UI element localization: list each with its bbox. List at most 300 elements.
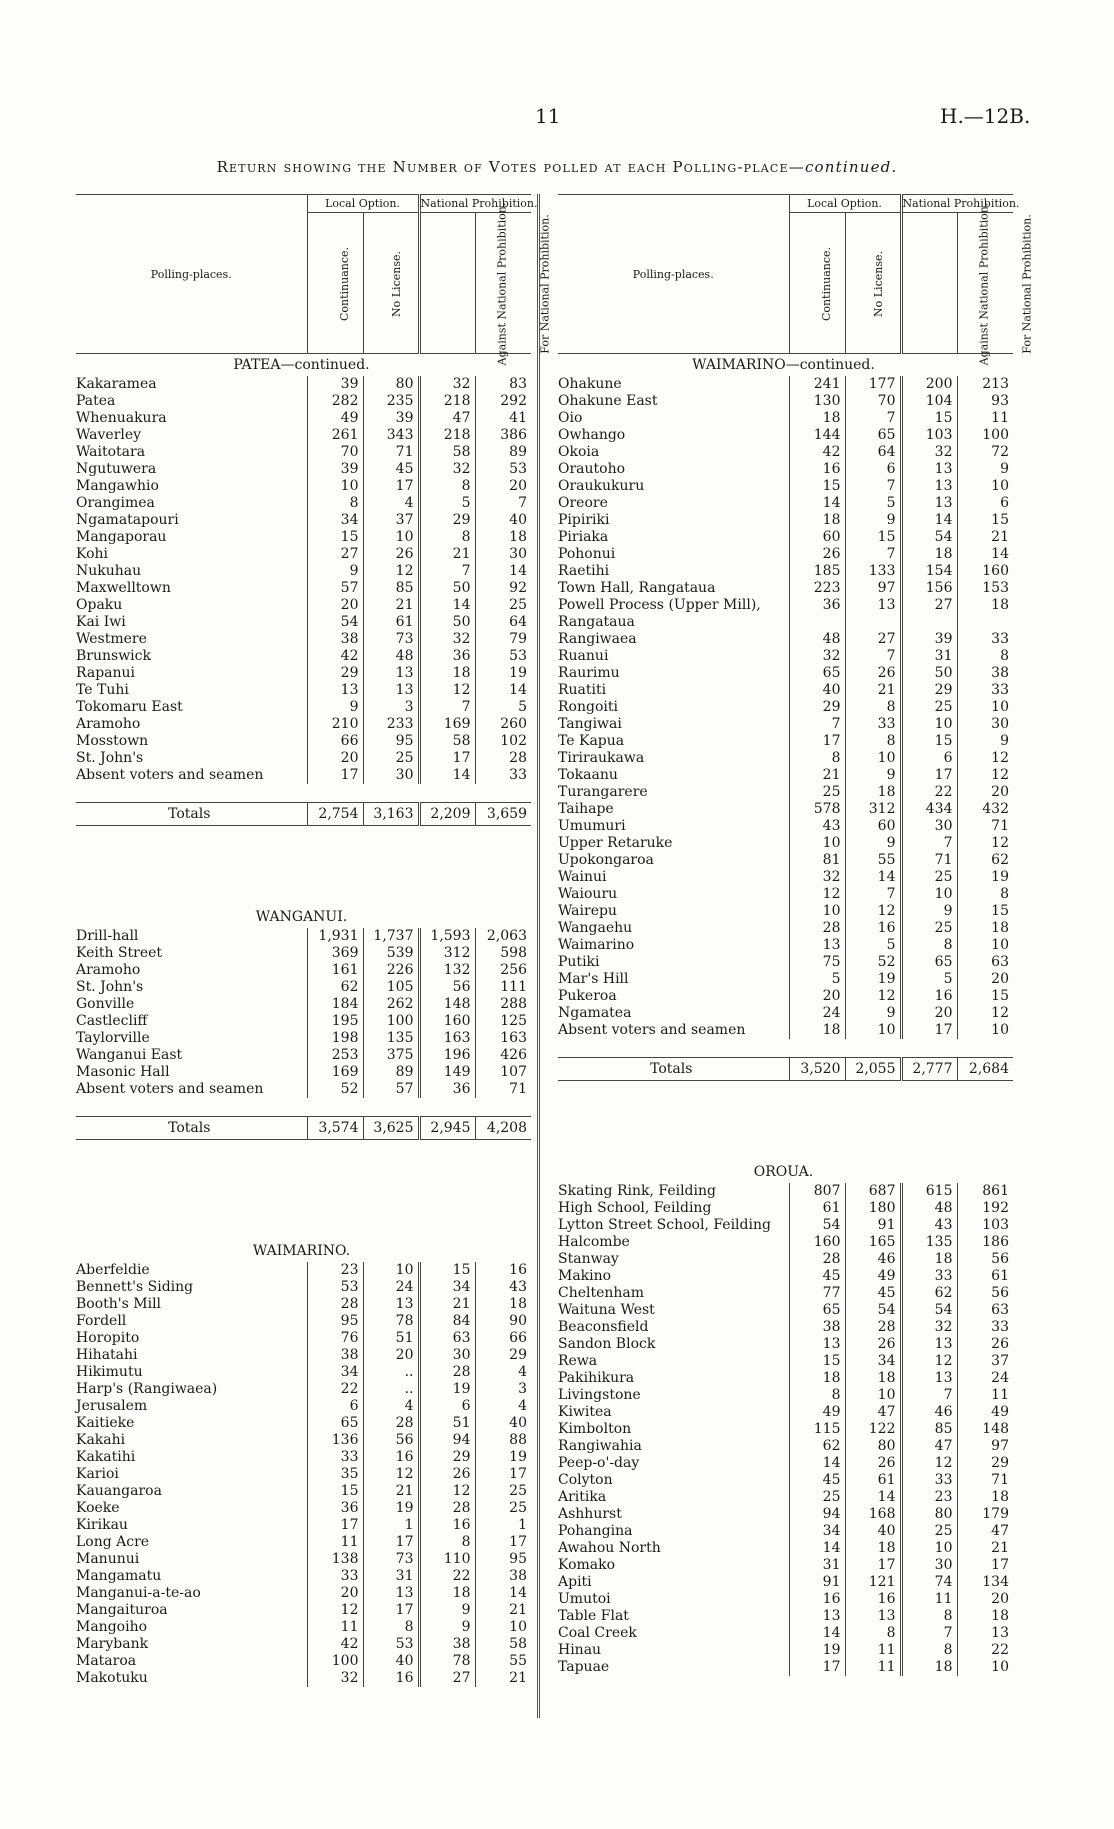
polling-place-name: Maxwelltown (76, 580, 171, 596)
polling-place-name: Whenuakura (76, 410, 167, 426)
continuance-value: 14 (789, 1540, 845, 1557)
polling-place-name: Manunui (76, 1551, 140, 1567)
no-license-value: 17 (363, 478, 419, 495)
table-row (76, 1619, 531, 1636)
against-np-value: 32 (901, 444, 957, 461)
for-np-value: 9 (957, 461, 1013, 478)
against-np-value: 103 (901, 427, 957, 444)
polling-place-name: Table Flat (558, 1608, 629, 1624)
for-np-value: 21 (957, 529, 1013, 546)
against-np-header: Against National Prohibition. (976, 202, 990, 365)
table-row (558, 682, 1013, 699)
no-license-value: 5 (845, 495, 901, 512)
against-np-value: 163 (419, 1030, 475, 1047)
against-np-value: 16 (419, 1517, 475, 1534)
continuance-value: 13 (307, 682, 363, 699)
table-row (558, 1319, 1013, 1336)
no-license-value: 12 (363, 1466, 419, 1483)
table-row (558, 869, 1013, 886)
right-table (558, 194, 1034, 1676)
continuance-value: 18 (789, 1370, 845, 1387)
no-license-value: 13 (363, 665, 419, 682)
against-np-value: 9 (901, 903, 957, 920)
polling-place-name: Kiwitea (558, 1404, 612, 1420)
polling-place-name: Aberfeldie (76, 1262, 150, 1278)
continuance-value: 62 (307, 979, 363, 996)
section-title-waimarino-continued: WAIMARINO—continued. (692, 357, 875, 373)
against-np-value: 30 (419, 1347, 475, 1364)
no-license-value: 21 (363, 597, 419, 614)
for-np-value: 37 (957, 1353, 1013, 1370)
polling-place-name: Mataroa (76, 1653, 137, 1669)
continuance-header: Continuance. (819, 246, 833, 321)
no-license-value: 40 (363, 1653, 419, 1670)
no-license-value: 80 (363, 376, 419, 393)
polling-place-name: Waiouru (558, 886, 618, 902)
no-license-value: 52 (845, 954, 901, 971)
no-license-value: 13 (363, 1585, 419, 1602)
polling-place-name: Ruanui (558, 648, 609, 664)
against-np-value: 63 (419, 1330, 475, 1347)
no-license-value: 78 (363, 1313, 419, 1330)
table-row (76, 563, 531, 580)
against-np-value: 56 (419, 979, 475, 996)
against-np-value: 28 (419, 1500, 475, 1517)
continuance-value: 22 (307, 1381, 363, 1398)
continuance-value: 115 (789, 1421, 845, 1438)
for-np-value: 95 (475, 1551, 531, 1568)
continuance-value: 26 (789, 546, 845, 563)
against-np-value: 218 (419, 393, 475, 410)
no-license-value: 73 (363, 631, 419, 648)
polling-places-header: Polling-places. (76, 195, 307, 354)
for-np-value: 11 (957, 410, 1013, 427)
no-license-value: 95 (363, 733, 419, 750)
no-license-value: 9 (845, 767, 901, 784)
for-np-value: 10 (957, 699, 1013, 716)
against-np-value: 23 (901, 1489, 957, 1506)
polling-place-name: Ruatiti (558, 682, 607, 698)
polling-place-name: Mangoiho (76, 1619, 148, 1635)
no-license-value: 10 (845, 750, 901, 767)
continuance-value: 195 (307, 1013, 363, 1030)
table-row (558, 886, 1013, 903)
for-np-value: 160 (957, 563, 1013, 580)
against-np-value: 74 (901, 1574, 957, 1591)
polling-place-name: Marybank (76, 1636, 149, 1652)
against-np-value: 11 (901, 1591, 957, 1608)
against-np-value: 84 (419, 1313, 475, 1330)
against-np-value: 20 (901, 1005, 957, 1022)
for-np-value: 426 (475, 1047, 531, 1064)
table-row (558, 988, 1013, 1005)
no-license-value: 91 (845, 1217, 901, 1234)
polling-place-name: Kirikau (76, 1517, 128, 1533)
against-np-value: 25 (901, 920, 957, 937)
polling-place-name: Mangawhio (76, 478, 159, 494)
against-np-value: 14 (419, 597, 475, 614)
continuance-value: 29 (307, 665, 363, 682)
against-np-value: 200 (901, 376, 957, 393)
for-np-value: 71 (957, 818, 1013, 835)
for-np-value: 861 (957, 1183, 1013, 1200)
continuance-value: 15 (789, 1353, 845, 1370)
table-row (558, 954, 1013, 971)
for-np-value: 63 (957, 1302, 1013, 1319)
no-license-value: 65 (845, 427, 901, 444)
for-np-value: 1 (475, 1517, 531, 1534)
no-license-value: 14 (845, 869, 901, 886)
for-np-value: 179 (957, 1506, 1013, 1523)
polling-place-name: Peep-o'-day (558, 1455, 640, 1471)
table-row (76, 1602, 531, 1619)
for-np-value: 288 (475, 996, 531, 1013)
against-np-value: 71 (901, 852, 957, 869)
polling-place-name: Orangimea (76, 495, 155, 511)
continuance-value: 49 (789, 1404, 845, 1421)
for-np-value: 148 (957, 1421, 1013, 1438)
against-np-value: 25 (901, 869, 957, 886)
continuance-value: 70 (307, 444, 363, 461)
table-row (558, 1302, 1013, 1319)
table-row (558, 1489, 1013, 1506)
against-np-value: 38 (419, 1636, 475, 1653)
totals-value: 3,520 (789, 1058, 845, 1081)
for-np-value: 12 (957, 767, 1013, 784)
polling-place-name: Westmere (76, 631, 147, 647)
for-np-value: 20 (957, 971, 1013, 988)
against-np-value: 17 (901, 1022, 957, 1039)
against-np-value: 13 (901, 495, 957, 512)
table-row (558, 1659, 1013, 1676)
no-license-value: 10 (845, 1387, 901, 1404)
for-np-value: 30 (475, 546, 531, 563)
left-table (76, 194, 552, 1687)
totals-value: 2,777 (901, 1058, 957, 1081)
table-row (558, 920, 1013, 937)
for-np-value: 5 (475, 699, 531, 716)
polling-place-name: Awahou North (558, 1540, 661, 1556)
table-row (76, 580, 531, 597)
table-row (76, 597, 531, 614)
continuance-value: 10 (307, 478, 363, 495)
continuance-value: 20 (307, 597, 363, 614)
against-np-value: 32 (419, 461, 475, 478)
table-row (76, 962, 531, 979)
polling-place-name: Kohi (76, 546, 109, 562)
for-np-value: 292 (475, 393, 531, 410)
table-row (558, 495, 1013, 512)
continuance-value: 39 (307, 376, 363, 393)
continuance-value: 7 (789, 716, 845, 733)
totals-label: Totals (76, 1117, 307, 1140)
polling-place-name: Makotuku (76, 1670, 148, 1686)
continuance-value: 65 (307, 1415, 363, 1432)
against-np-value: 22 (901, 784, 957, 801)
for-np-value: 93 (957, 393, 1013, 410)
for-np-value: 8 (957, 886, 1013, 903)
polling-place-name: Drill-hall (76, 928, 139, 944)
table-row (76, 1398, 531, 1415)
for-np-value: 12 (957, 1005, 1013, 1022)
no-license-value: 12 (845, 988, 901, 1005)
continuance-value: 23 (307, 1262, 363, 1279)
no-license-value: 14 (845, 1489, 901, 1506)
continuance-value: 161 (307, 962, 363, 979)
table-row (558, 801, 1013, 818)
polling-place-name: Stanway (558, 1251, 619, 1267)
polling-place-name: Absent voters and seamen (558, 1022, 746, 1038)
polling-place-name: Cheltenham (558, 1285, 645, 1301)
against-np-value: 8 (419, 1534, 475, 1551)
no-license-value: 121 (845, 1574, 901, 1591)
continuance-value: 42 (307, 648, 363, 665)
continuance-value: 81 (789, 852, 845, 869)
totals-row (76, 1117, 531, 1140)
continuance-value: 14 (789, 1455, 845, 1472)
polling-place-name: Makino (558, 1268, 612, 1284)
against-np-value: 18 (901, 1251, 957, 1268)
polling-place-name: Komako (558, 1557, 616, 1573)
continuance-value: 17 (307, 767, 363, 784)
for-np-value: 43 (475, 1279, 531, 1296)
continuance-value: 29 (789, 699, 845, 716)
against-np-value: 22 (419, 1568, 475, 1585)
against-np-value: 160 (419, 1013, 475, 1030)
polling-place-name: Pukeroa (558, 988, 617, 1004)
no-license-value: .. (363, 1381, 419, 1398)
polling-place-name: Harp's (Rangiwaea) (76, 1381, 218, 1397)
table-row (558, 580, 1013, 597)
for-np-value: 15 (957, 988, 1013, 1005)
polling-place-name: Oreore (558, 495, 608, 511)
table-row (76, 461, 531, 478)
polling-place-name: Kai Iwi (76, 614, 126, 630)
for-np-value: 192 (957, 1200, 1013, 1217)
no-license-value: 11 (845, 1642, 901, 1659)
no-license-value: 539 (363, 945, 419, 962)
for-np-value: 25 (475, 1500, 531, 1517)
for-np-value: 97 (957, 1438, 1013, 1455)
for-np-value: 40 (475, 1415, 531, 1432)
no-license-value: 8 (845, 733, 901, 750)
no-license-value: 18 (845, 784, 901, 801)
against-np-value: 28 (419, 1364, 475, 1381)
against-np-value: 30 (901, 1557, 957, 1574)
for-np-value: 40 (475, 512, 531, 529)
polling-place-name: Wainui (558, 869, 607, 885)
no-license-value: 33 (845, 716, 901, 733)
polling-place-name: Te Kapua (558, 733, 625, 749)
polling-place-name: Booth's Mill (76, 1296, 162, 1312)
for-np-value: 92 (475, 580, 531, 597)
polling-place-name: Karioi (76, 1466, 119, 1482)
for-np-value: 20 (957, 1591, 1013, 1608)
for-np-value: 12 (957, 835, 1013, 852)
against-np-value: 30 (901, 818, 957, 835)
polling-place-name: Waituna West (558, 1302, 655, 1318)
for-np-value: 38 (475, 1568, 531, 1585)
section-title-wanganui: WANGANUI. (255, 909, 348, 925)
no-license-value: 7 (845, 648, 901, 665)
totals-value: 3,163 (363, 803, 419, 826)
for-np-value: 386 (475, 427, 531, 444)
continuance-value: 32 (789, 648, 845, 665)
local-option-header: Local Option. (789, 195, 901, 213)
against-np-value: 8 (901, 937, 957, 954)
table-row (558, 1574, 1013, 1591)
for-np-value: 33 (957, 631, 1013, 648)
continuance-value: 210 (307, 716, 363, 733)
polling-place-name: Ohakune (558, 376, 622, 392)
against-np-value: 21 (419, 546, 475, 563)
against-np-value: 18 (419, 1585, 475, 1602)
polling-place-name: Town Hall, Rangataua (558, 580, 716, 596)
for-np-value: 88 (475, 1432, 531, 1449)
no-license-value (845, 614, 901, 631)
for-np-value: 186 (957, 1234, 1013, 1251)
no-license-value: 11 (845, 1659, 901, 1676)
no-license-value: 30 (363, 767, 419, 784)
no-license-value: 8 (363, 1619, 419, 1636)
polling-place-name: Horopito (76, 1330, 140, 1346)
table-row (558, 1217, 1013, 1234)
no-license-value: 28 (845, 1319, 901, 1336)
for-np-value: 432 (957, 801, 1013, 818)
polling-place-name: Tapuae (558, 1659, 610, 1675)
no-license-value: 122 (845, 1421, 901, 1438)
table-row (76, 410, 531, 427)
for-np-value: 19 (475, 1449, 531, 1466)
for-np-value: 14 (475, 563, 531, 580)
continuance-value: 42 (307, 1636, 363, 1653)
for-np-value: 12 (957, 750, 1013, 767)
no-license-value: 26 (845, 1336, 901, 1353)
no-license-value: 100 (363, 1013, 419, 1030)
continuance-value: 54 (307, 614, 363, 631)
polling-place-name: Te Tuhi (76, 682, 129, 698)
polling-place-name: Tokaanu (558, 767, 618, 783)
continuance-value: 25 (789, 1489, 845, 1506)
column-divider (537, 194, 540, 1718)
polling-place-name: Opaku (76, 597, 123, 613)
table-row (76, 1081, 531, 1098)
polling-place-name: Waimarino (558, 937, 635, 953)
continuance-value: 28 (789, 1251, 845, 1268)
table-row (76, 1500, 531, 1517)
for-np-value: 56 (957, 1251, 1013, 1268)
for-np-value: 16 (475, 1262, 531, 1279)
no-license-value: 73 (363, 1551, 419, 1568)
table-row (558, 512, 1013, 529)
continuance-value: 18 (789, 512, 845, 529)
table-row (558, 1557, 1013, 1574)
against-np-value: 12 (901, 1353, 957, 1370)
continuance-value: 160 (789, 1234, 845, 1251)
polling-place-name: Wangaehu (558, 920, 633, 936)
document-code: H.—12B. (940, 104, 1031, 128)
for-np-value: 71 (475, 1081, 531, 1098)
polling-place-name: Kakatihi (76, 1449, 136, 1465)
continuance-value: 24 (789, 1005, 845, 1022)
no-license-value: 343 (363, 427, 419, 444)
for-np-value: 8 (957, 648, 1013, 665)
table-row (76, 648, 531, 665)
against-np-value: 34 (419, 1279, 475, 1296)
no-license-value: 15 (845, 529, 901, 546)
polling-place-name: Coal Creek (558, 1625, 637, 1641)
against-np-value: 94 (419, 1432, 475, 1449)
no-license-value: 13 (363, 1296, 419, 1313)
table-row (558, 461, 1013, 478)
no-license-value: 37 (363, 512, 419, 529)
polling-place-name: Nukuhau (76, 563, 142, 579)
against-np-value: 36 (419, 648, 475, 665)
polling-place-name: Kakaramea (76, 376, 157, 392)
no-license-value: 45 (845, 1285, 901, 1302)
no-license-value: 8 (845, 699, 901, 716)
polling-place-name: Wairepu (558, 903, 617, 919)
no-license-value: 26 (363, 546, 419, 563)
for-np-value: 22 (957, 1642, 1013, 1659)
table-row (76, 1415, 531, 1432)
totals-value: 2,055 (845, 1058, 901, 1081)
table-row (76, 699, 531, 716)
table-row (76, 1585, 531, 1602)
continuance-value: 807 (789, 1183, 845, 1200)
no-license-value: 312 (845, 801, 901, 818)
against-np-value: 8 (901, 1608, 957, 1625)
table-row (76, 376, 531, 393)
no-license-value: 7 (845, 410, 901, 427)
continuance-value: 136 (307, 1432, 363, 1449)
no-license-value: 3 (363, 699, 419, 716)
against-np-value: 58 (419, 444, 475, 461)
no-license-value: 16 (363, 1449, 419, 1466)
table-row (558, 1022, 1013, 1039)
polling-place-name: Oraukukuru (558, 478, 645, 494)
table-row (76, 512, 531, 529)
against-np-value: 104 (901, 393, 957, 410)
no-license-value: 49 (845, 1268, 901, 1285)
continuance-value: 65 (789, 1302, 845, 1319)
table-row (76, 393, 531, 410)
polling-place-name: Hihatahi (76, 1347, 138, 1363)
for-np-value: 102 (475, 733, 531, 750)
table-row (558, 784, 1013, 801)
no-license-value: 135 (363, 1030, 419, 1047)
waimarino-rows (76, 1262, 531, 1687)
no-license-value: 13 (845, 1608, 901, 1625)
against-np-value: 10 (901, 716, 957, 733)
table-row (76, 495, 531, 512)
table-row (76, 631, 531, 648)
for-np-value: 4 (475, 1364, 531, 1381)
polling-place-name: Kaitieke (76, 1415, 135, 1431)
for-np-value: 153 (957, 580, 1013, 597)
for-np-value: 21 (475, 1670, 531, 1687)
continuance-value: 11 (307, 1534, 363, 1551)
against-np-value: 29 (419, 512, 475, 529)
polling-place-name: Masonic Hall (76, 1064, 170, 1080)
against-np-value: 62 (901, 1285, 957, 1302)
for-np-value: 2,063 (475, 928, 531, 945)
continuance-value: 75 (789, 954, 845, 971)
polling-place-name: Fordell (76, 1313, 127, 1329)
for-np-value: 17 (475, 1534, 531, 1551)
no-license-value: 17 (363, 1602, 419, 1619)
polling-place-name: Absent voters and seamen (76, 767, 264, 783)
